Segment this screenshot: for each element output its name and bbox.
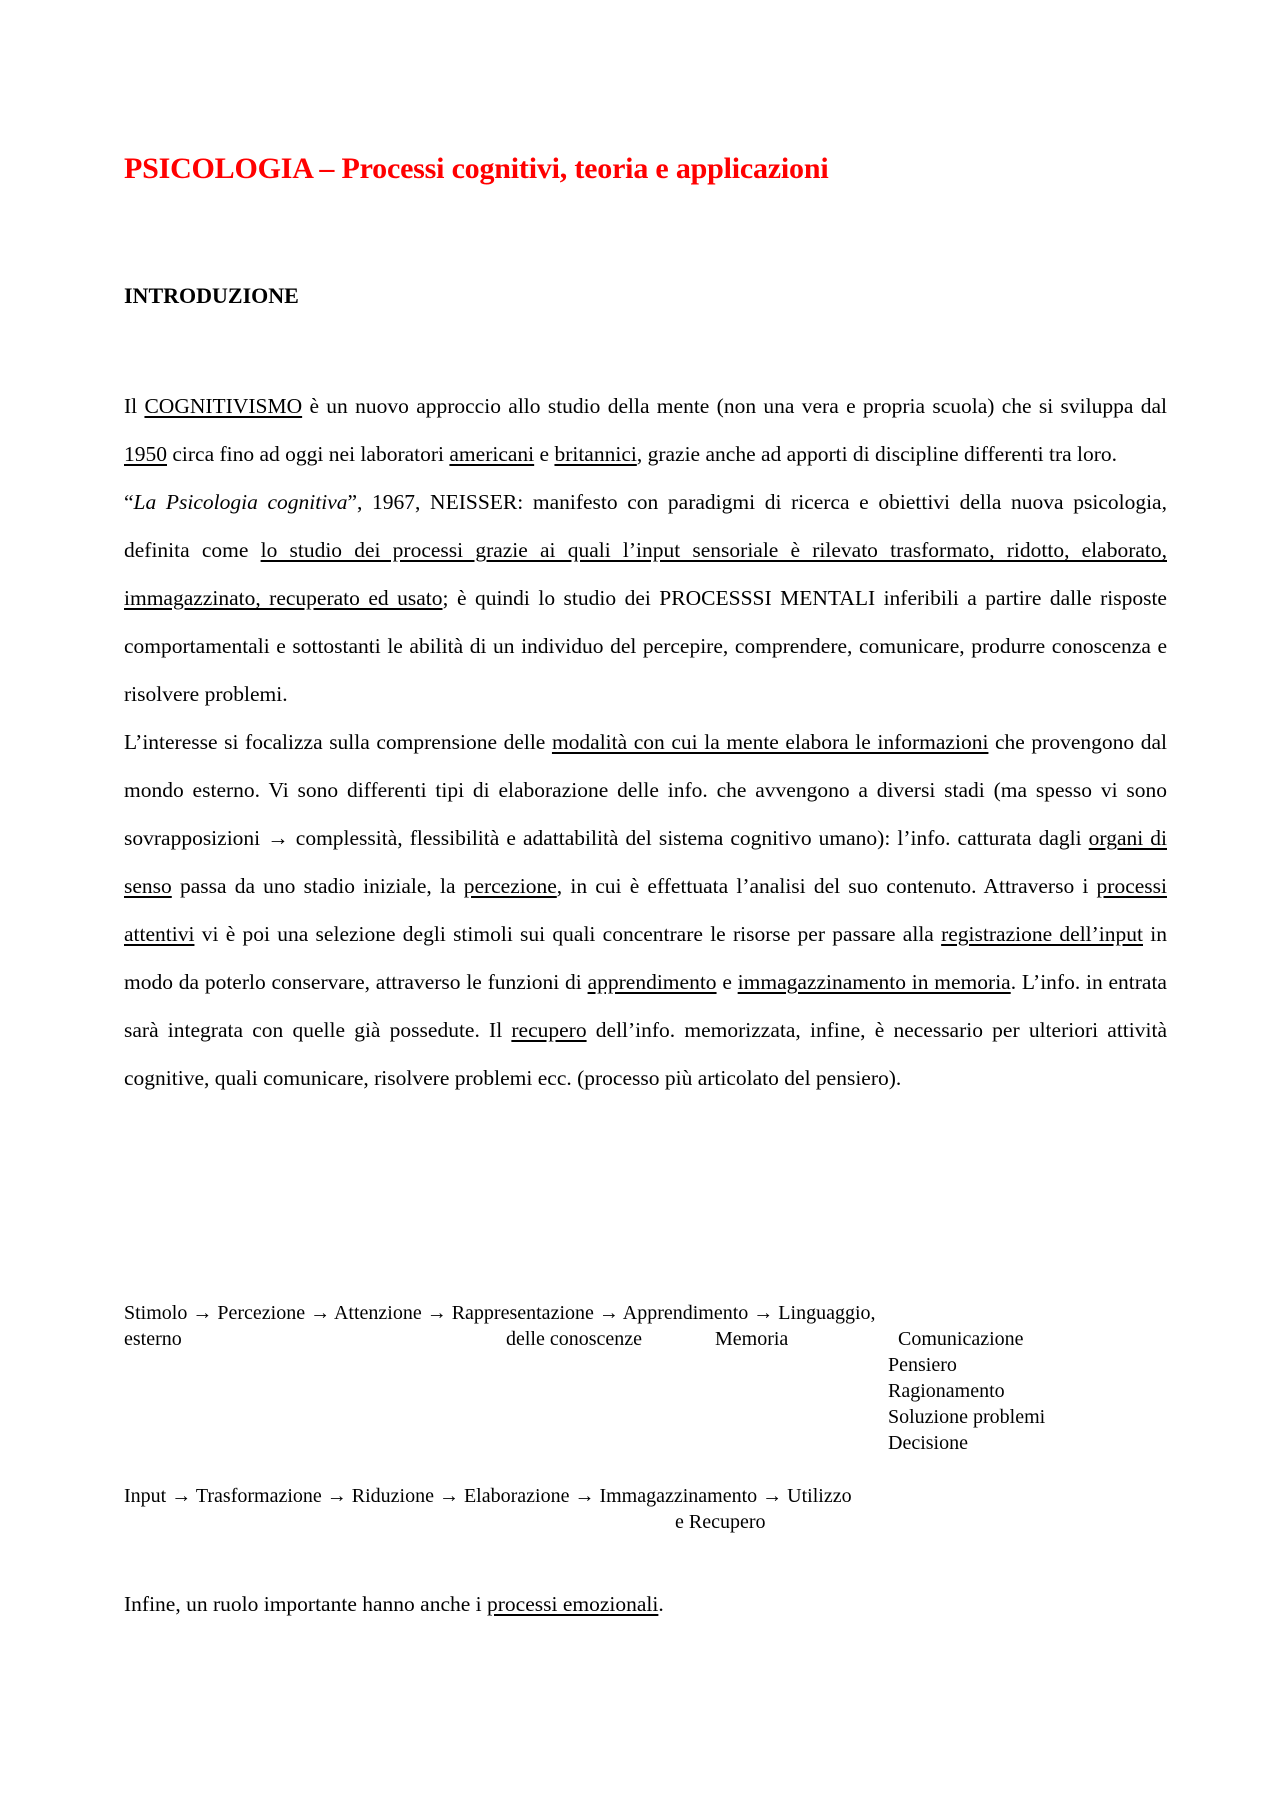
text-run: ”, 1967, NEISSER: manifesto con paradigmi di ricerca e obiettivi della nuova psicologia, definita come: [124, 490, 1167, 562]
text-run: complessità, flessibilità e adattabilità del sistema cognitivo umano): l’info. catturata dagli: [288, 826, 1089, 850]
underlined-term: registrazione dell’input: [941, 922, 1143, 946]
italic-book-title: La Psicologia cognitiva: [133, 490, 348, 514]
text-run: in modo da poterlo conservare, attraverso le funzioni di: [124, 922, 1167, 994]
closing-sentence: [124, 1588, 664, 1620]
underlined-term: lo studio dei processi grazie ai quali l’input sensoriale è rilevato trasformato, ridotto, elaborato, immagazzinato, recuperato ed usato: [124, 538, 1167, 610]
underlined-term: apprendimento: [587, 970, 717, 994]
text-run: ; è quindi lo studio dei PROCESSSI MENTALI inferibili a partire dalle risposte comportamentali e sottostanti le abilità di un individuo del percepire, comprendere, comunicare, produrre conoscenza e risolvere problemi.: [124, 586, 1167, 706]
page-title: PSICOLOGIA – Processi cognitivi, teoria e applicazioni: [124, 152, 829, 185]
paragraph-neisser: [124, 478, 1167, 718]
underlined-term: processi emozionali: [487, 1592, 659, 1616]
text-run: L’interesse si focalizza sulla comprensione delle: [124, 730, 552, 754]
flow-output-decisione: Decisione: [888, 1432, 968, 1454]
text-run: dell’info. memorizzata, infine, è necessario per ulteriori attività cognitive, quali comunicare, risolvere problemi ecc. (processo più articolato del pensiero).: [124, 1018, 1167, 1090]
paragraph-cognitivismo: [124, 382, 1167, 478]
text-run: Il: [124, 394, 145, 418]
text-run: vi è poi una selezione degli stimoli sui quali concentrare le risorse per passare alla: [194, 922, 942, 946]
underlined-term: percezione: [463, 874, 557, 898]
text-run: , grazie anche ad apporti di discipline differenti tra loro.: [636, 442, 1118, 466]
text-run: e: [534, 442, 555, 466]
flow-output-comunicazione: Comunicazione: [898, 1328, 1024, 1350]
flow-output-ragionamento: Ragionamento: [888, 1380, 1005, 1402]
info-flow-row: Input → Trasformazione → Riduzione → Elaborazione → Immagazzinamento → Utilizzo: [124, 1485, 852, 1507]
underlined-term: 1950: [124, 442, 167, 466]
underlined-term: COGNITIVISMO: [144, 394, 303, 418]
flow-output-soluzione: Soluzione problemi: [888, 1406, 1046, 1428]
underlined-term: immagazzinamento in memoria: [737, 970, 1011, 994]
underlined-term: britannici: [554, 442, 637, 466]
flow-main-row: Stimolo → Percezione → Attenzione → Rappresentazione → Apprendimento → Linguaggio,: [124, 1302, 876, 1324]
text-run: Infine, un ruolo importante hanno anche i: [124, 1592, 488, 1616]
text-run: e: [716, 970, 738, 994]
text-run: è un nuovo approccio allo studio della mente (non una vera e propria scuola) che si sviluppa dal: [302, 394, 1167, 418]
body-text: [124, 382, 1167, 1102]
info-flow-recupero: e Recupero: [675, 1511, 766, 1533]
underlined-term: processi attentivi: [124, 874, 1167, 946]
text-run: circa fino ad oggi nei laboratori: [167, 442, 450, 466]
underlined-term: recupero: [511, 1018, 587, 1042]
arrow-right-icon: →: [267, 826, 289, 850]
flow-label-esterno: esterno: [124, 1328, 182, 1350]
flow-label-memoria: Memoria: [715, 1328, 789, 1350]
text-run: che provengono dal mondo esterno. Vi sono differenti tipi di elaborazione delle info. che avvengono a diversi stadi (ma spesso vi sono sovrapposizioni: [124, 730, 1167, 850]
text-run: passa da uno stadio iniziale, la: [171, 874, 464, 898]
flow-label-conoscenze: delle conoscenze: [506, 1328, 643, 1350]
underlined-term: organi di senso: [124, 826, 1167, 898]
text-run: . L’info. in entrata sarà integrata con quelle già possedute. Il: [124, 970, 1167, 1042]
underlined-term: modalità con cui la mente elabora le informazioni: [551, 730, 989, 754]
underlined-term: americani: [449, 442, 535, 466]
section-heading: INTRODUZIONE: [124, 283, 299, 308]
paragraph-processes: [124, 718, 1167, 1102]
text-run: , in cui è effettuata l’analisi del suo contenuto. Attraverso i: [556, 874, 1097, 898]
text-run: .: [658, 1592, 664, 1616]
text-run: “: [124, 490, 134, 514]
flow-output-pensiero: Pensiero: [888, 1354, 957, 1376]
